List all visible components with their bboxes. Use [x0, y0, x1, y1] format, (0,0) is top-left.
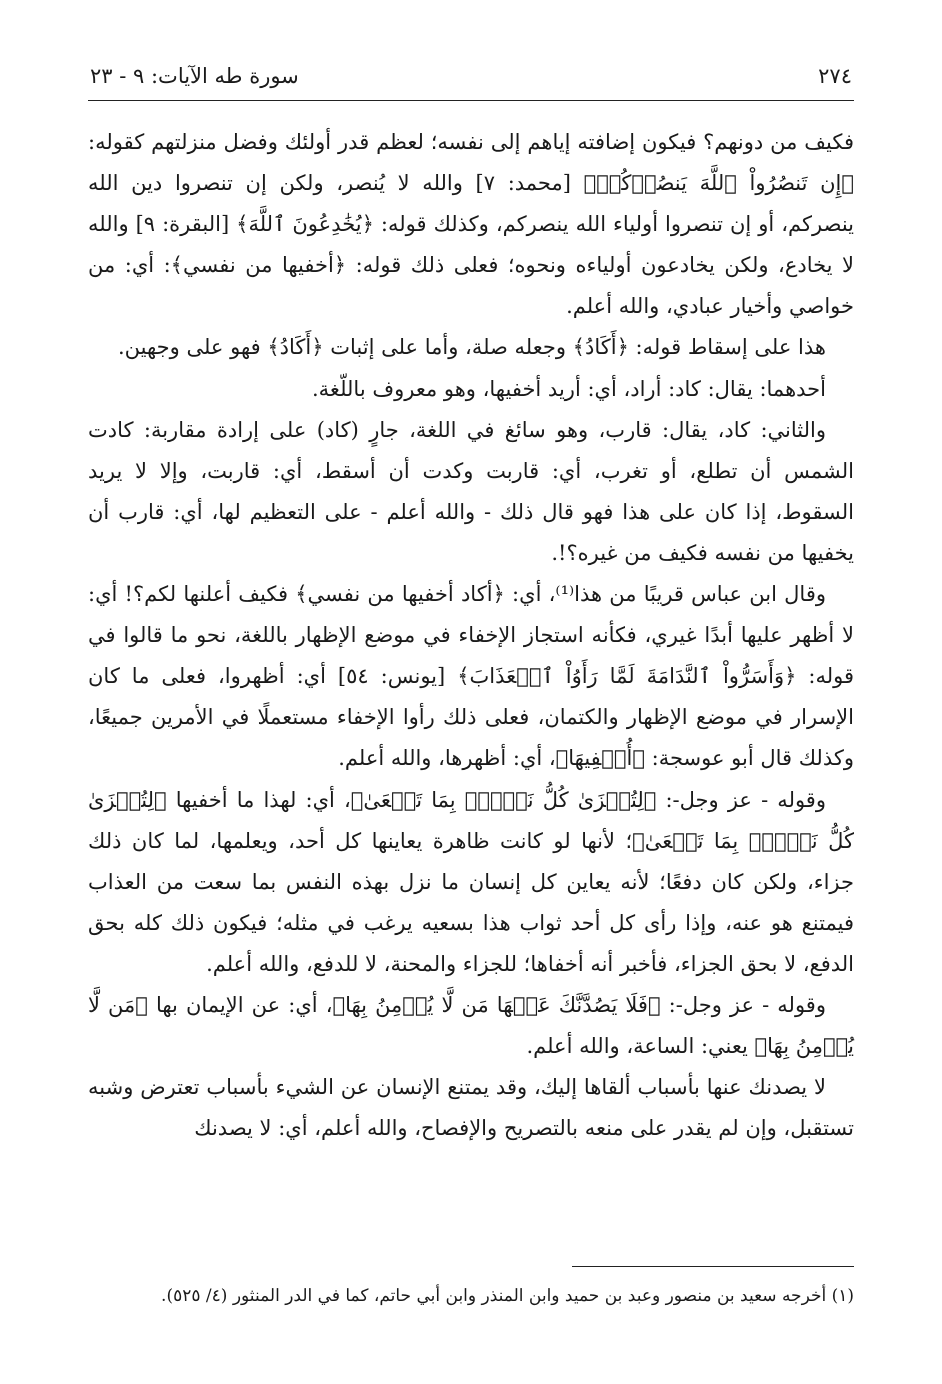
footnote-rule	[572, 1266, 854, 1267]
paragraph: هذا على إسقاط قوله: ﴿أَكَادُ﴾ وجعله صلة، وأما على إثبات ﴿أَكَادُ﴾ فهو على وجهين.	[117, 335, 826, 360]
paragraph: والثاني: كاد، يقال: قارب، وهو سائغ في اللغة، جارٍ (كاد) على إرادة مقاربة: كادت الشمس أن تطلع، أو تغرب، أي: قاربت وكدت أن أسقط، أي: قاربت، وإلا لا يريد السقوط، إذا كان على هذا فهو قال ذلك - والله أعلم - على التعظيم لها، أي: قارب أن يخفيها من نفسه فكيف من غيره؟!.	[88, 417, 854, 565]
paragraph: وقوله - عز وجل-: ﴿فَلَا يَصُدَّنَّكَ عَنۡهَا مَن لَّا يُؤۡمِنُ بِهَا﴾، أي: عن الإيمان بها ﴿مَن لَّا يُؤۡمِنُ بِهَا﴾ يعني: الساعة، والله أعلم.	[88, 992, 854, 1059]
main-text	[88, 122, 854, 1149]
paragraph: لا يصدنك عنها بأسباب ألقاها إليك، وقد يمتنع الإنسان عن الشيء بأسباب تعترض وشبه تستقبل، وإن لم يقدر على منعه بالتصريح والإفصاح، والله أعلم، أي: لا يصدنك	[88, 1075, 854, 1141]
footnote-text: (١) أخرجه سعيد بن منصور وعبد بن حميد وابن المنذر وابن أبي حاتم، كما في الدر المنثور (٤/ ٥٢٥).	[161, 1286, 854, 1306]
paragraph: فكيف من دونهم؟ فيكون إضافته إياهم إلى نفسه؛ لعظم قدر أولئك وفضل منزلتهم كقوله: ﴿إِن تَنصُرُواْ ٱللَّهَ يَنصُرۡكُمۡ﴾ [محمد: ٧] والله لا يُنصر، ولكن إن تنصروا دين الله ينصركم، أو إن تنصروا أولياء الله ينصركم، وكذلك قوله: ﴿يُخَٰدِعُونَ ٱللَّهَ﴾ [البقرة: ٩] والله لا يخادع، ولكن يخادعون أولياءه ونحوه؛ فعلى ذلك قوله: ﴿أخفيها من نفسي﴾: أي: من خواصي وأخيار عبادي، والله أعلم.	[88, 130, 855, 319]
header-rule	[88, 100, 854, 101]
running-title: سورة طه الآيات: ٩ - ٢٣	[90, 64, 299, 88]
paragraph: أحدهما: يقال: كاد: أراد، أي: أريد أخفيها، وهو معروف باللّغة.	[312, 376, 826, 401]
paragraph: وقال ابن عباس قريبًا من هذا⁽¹⁾، أي: ﴿أكاد أخفيها من نفسي﴾ فكيف أعلنها لكم؟! أي: لا أظهر عليها أبدًا غيري، فكأنه استجاز الإخفاء في موضع الإظهار باللغة، نحو ما قالوا في قوله: ﴿وَأَسَرُّواْ ٱلنَّدَامَةَ لَمَّا رَأَوُاْ ٱلۡعَذَابَ﴾ [يونس: ٥٤] أي: أظهروا، فعلى ما كان الإسرار في موضع الإظهار والكتمان، فعلى ذلك رأوا الإخفاء مستعملًا في الأمرين جميعًا، وكذلك قال أبو عوسجة: ﴿أُخۡفِيهَا﴾، أي: أظهرها، والله أعلم.	[88, 582, 854, 771]
page-header	[90, 60, 852, 94]
paragraph: وقوله - عز وجل-: ﴿لِتُجۡزَىٰ كُلُّ نَفۡسِۭ بِمَا تَسۡعَىٰ﴾، أي: لهذا ما أخفيها ﴿لِتُجۡزَىٰ كُلُّ نَفۡسِۭ بِمَا تَسۡعَىٰ﴾؛ لأنها لو كانت ظاهرة يعاينها كل أحد، ويعلمها، لما كان ذلك جزاء، ولكن كان دفعًا؛ لأنه يعاين كل إنسان ما نزل بهذه النفس بما سعت من العذاب فيمتنع هو عنه، وإذا رأى كل أحد ثواب هذا بسعيه يرغب في مثله؛ فيكون ذلك كله بحق الدفع، لا بحق الجزاء، فأخبر أنه أخفاها؛ للجزاء والمحنة، لا للدفع، والله أعلم.	[88, 787, 854, 976]
footnote	[88, 1280, 854, 1312]
page-number: ٢٧٤	[818, 64, 852, 88]
